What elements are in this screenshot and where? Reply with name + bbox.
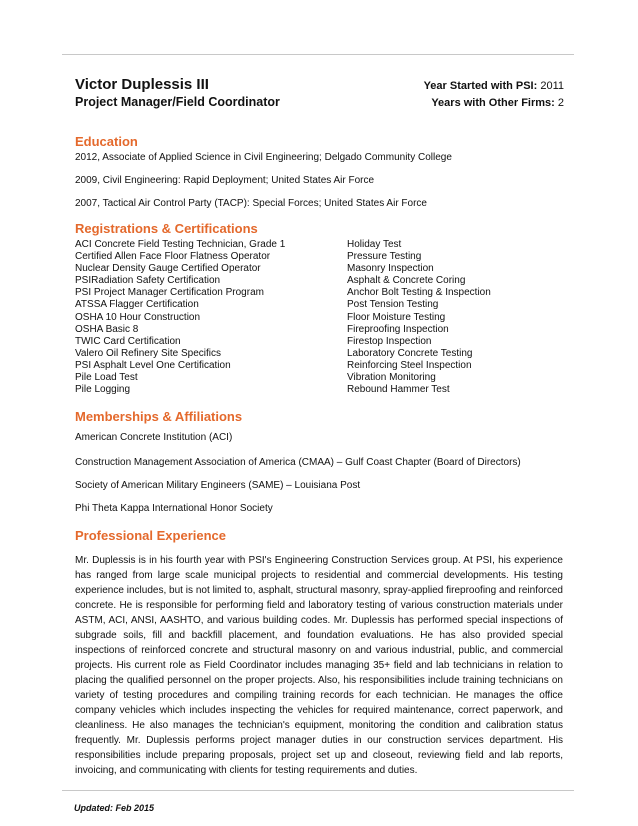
certification-item: OSHA 10 Hour Construction	[75, 311, 201, 323]
year-started	[424, 80, 564, 92]
certification-item: PSI Project Manager Certification Program	[75, 287, 264, 299]
certification-item: Valero Oil Refinery Site Specifics	[75, 347, 221, 359]
certification-item: Pile Logging	[75, 384, 131, 396]
certification-item: Asphalt & Concrete Coring	[347, 275, 466, 287]
other-firms-value: 2	[557, 97, 564, 109]
certification-item: PSI Asphalt Level One Certification	[75, 359, 231, 371]
membership-item: Society of American Military Engineers (SAME) – Louisiana Post	[75, 480, 361, 491]
certification-item: ATSSA Flagger Certification	[75, 299, 199, 311]
certifications-right-column	[347, 239, 491, 396]
top-divider	[62, 54, 574, 55]
year-started-label: Year Started with PSI:	[423, 80, 538, 92]
membership-item: Construction Management Association of America (CMAA) – Gulf Coast Chapter (Board of Directors)	[75, 457, 521, 468]
job-title: Project Manager/Field Coordinator	[75, 95, 280, 109]
education-heading: Education	[75, 134, 138, 149]
certification-item: Pressure Testing	[347, 251, 422, 263]
certification-item: Nuclear Density Gauge Certified Operator	[75, 263, 261, 275]
certification-item: OSHA Basic 8	[75, 323, 139, 335]
certifications-left-column	[75, 239, 285, 396]
footer-divider	[62, 790, 574, 791]
membership-item: Phi Theta Kappa International Honor Society	[75, 503, 273, 514]
certification-item: Reinforcing Steel Inspection	[347, 359, 472, 371]
education-item: 2009, Civil Engineering: Rapid Deployment; United States Air Force	[75, 175, 375, 186]
education-item: 2012, Associate of Applied Science in Civil Engineering; Delgado Community College	[75, 152, 452, 163]
experience-paragraph: Mr. Duplessis is in his fourth year with PSI's Engineering Construction Services group. At PSI, his experience has ranged from large scale municipal projects to residential and commercial developments. His testing experience includes, but is not limited to, asphalt, structural masonry, spray-applied fireproofing and reinforced concrete. He is responsible for performing field and laboratory testing of various construction materials under ASTM, ACI, ANSI, AASHTO, and various building codes. Mr. Duplessis has performed special inspections of subgrade soils, fill and backfill placement, and foundation evaluations. He has also provided special inspections of reinforced concrete and structural masonry on and various industrial, public, and commercial projects. His current role as Field Coordinator includes managing 35+ field and lab technicians in relation to placing the qualified personnel on the proper projects. Also, his responsibilities include training technicians on variety of testing procedures and compiling training records for each technician. He manages the office company vehicles which includes inspecting the vehicles for required maintenance, correct paperwork, and cleanliness. He also manages the technician's equipment, monitoring the condition and calibration status frequently. Mr. Duplessis performs project manager duties in our construction services department. His responsibilities include preparing proposals, project set up and closeout, reviewing field and lab reports, invoicing, and communicating with clients for testing requirements and duties.	[75, 555, 563, 776]
certification-item: Holiday Test	[347, 239, 402, 250]
other-firms	[431, 97, 564, 109]
certification-item: Firestop Inspection	[347, 335, 432, 347]
certifications-heading: Registrations & Certifications	[75, 221, 258, 236]
experience-heading: Professional Experience	[75, 528, 227, 543]
certification-item: Certified Allen Face Floor Flatness Operator	[75, 251, 271, 263]
education-item: 2007, Tactical Air Control Party (TACP): Special Forces; United States Air Force	[75, 198, 427, 209]
memberships-heading: Memberships & Affiliations	[75, 409, 243, 424]
certification-item: ACI Concrete Field Testing Technician, Grade 1	[75, 239, 286, 250]
updated-date: Updated: Feb 2015	[74, 803, 155, 813]
certification-item: Laboratory Concrete Testing	[347, 347, 473, 359]
certification-item: Fireproofing Inspection	[347, 323, 449, 335]
certification-item: Pile Load Test	[75, 372, 138, 384]
certification-item: Masonry Inspection	[347, 263, 434, 275]
certification-item: Post Tension Testing	[347, 299, 439, 311]
membership-item: American Concrete Institution (ACI)	[75, 432, 233, 443]
certification-item: Rebound Hammer Test	[347, 384, 450, 396]
certification-item: Floor Moisture Testing	[347, 311, 446, 323]
certification-item: TWIC Card Certification	[75, 335, 181, 347]
certification-item: PSIRadiation Safety Certification	[75, 275, 221, 287]
year-started-value: 2011	[540, 80, 564, 92]
person-name: Victor Duplessis III	[75, 76, 209, 93]
other-firms-label: Years with Other Firms:	[431, 97, 555, 109]
certification-item: Anchor Bolt Testing & Inspection	[347, 287, 491, 299]
certification-item: Vibration Monitoring	[347, 372, 436, 384]
